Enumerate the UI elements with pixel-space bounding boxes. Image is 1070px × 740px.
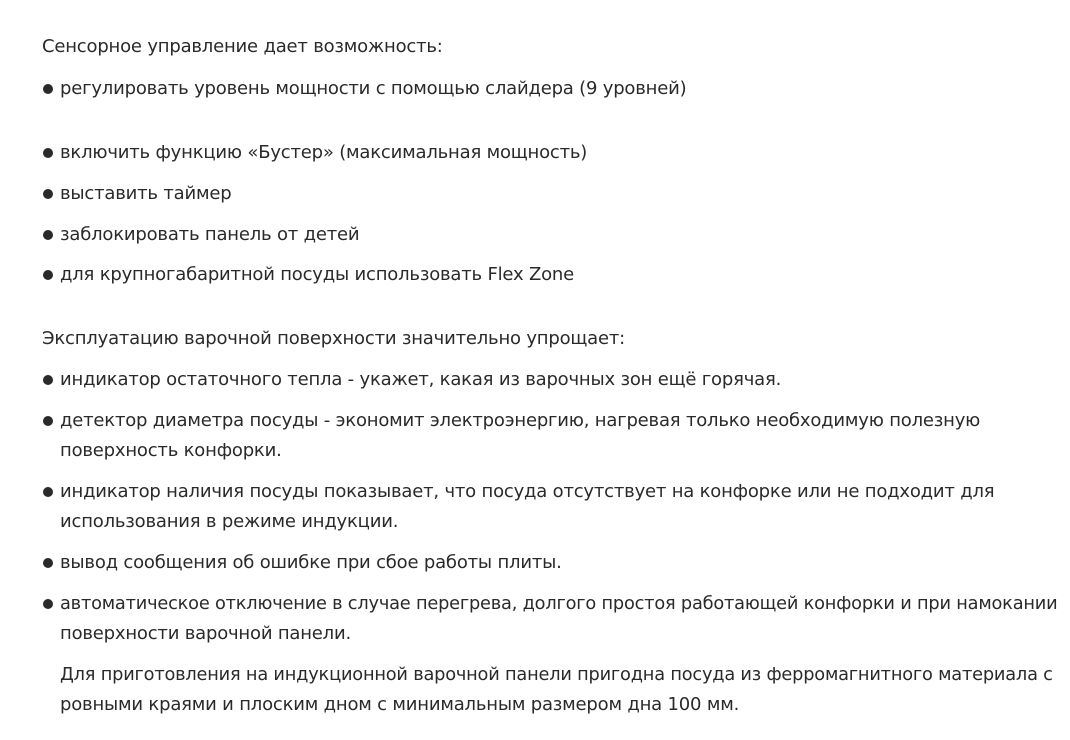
list-item — [42, 260, 574, 290]
list-item — [42, 589, 1057, 649]
cookware-note-line: Для приготовления на индукционной варочной панели пригодна посуда из ферромагнитного материала с — [60, 665, 1053, 685]
list-item — [42, 548, 562, 578]
bullet-icon — [43, 416, 53, 426]
list-item-text-continued: поверхности варочной панели. — [60, 623, 352, 644]
list-item-text: заблокировать панель от детей — [60, 224, 360, 245]
list-item-text: регулировать уровень мощности с помощью слайдера (9 уровней) — [60, 78, 687, 99]
cookware-note-line: ровными краями и плоским дном с минимальным размером дна 100 мм. — [60, 694, 740, 715]
list-item — [42, 406, 980, 466]
list-item — [42, 179, 231, 209]
bullet-icon — [43, 189, 53, 199]
section-heading-operation: Эксплуатацию варочной поверхности значительно упрощает: — [42, 328, 626, 349]
list-item-text: индикатор наличия посуды показывает, что посуда отсутствует на конфорке или не подходит для — [60, 481, 995, 502]
bullet-icon — [43, 84, 53, 94]
list-item — [42, 138, 587, 168]
bullet-icon — [43, 487, 53, 497]
list-item-text: для крупногабаритной посуды использовать Flex Zone — [60, 264, 574, 285]
bullet-icon — [43, 599, 53, 609]
list-item-text: индикатор остаточного тепла - укажет, какая из варочных зон ещё горячая. — [60, 369, 782, 390]
bullet-icon — [43, 148, 53, 158]
list-item-text: выставить таймер — [60, 183, 232, 204]
list-item-text: автоматическое отключение в случае перегрева, долгого простоя работающей конфорки и при намокании — [60, 594, 1058, 614]
list-item — [42, 74, 686, 104]
bullet-icon — [43, 375, 53, 385]
list-item — [42, 220, 359, 250]
list-item-text-continued: поверхность конфорки. — [60, 440, 282, 461]
list-item — [42, 477, 994, 537]
list-item-text: включить функцию «Бустер» (максимальная мощность) — [60, 142, 588, 163]
bullet-icon — [43, 230, 53, 240]
list-item-text: вывод сообщения об ошибке при сбое работы плиты. — [60, 552, 562, 573]
section-heading-touch-control: Сенсорное управление дает возможность: — [42, 36, 443, 57]
bullet-icon — [43, 558, 53, 568]
bullet-icon — [43, 270, 53, 280]
list-item — [42, 365, 781, 395]
list-item-text: детектор диаметра посуды - экономит электроэнергию, нагревая только необходимую полезную — [60, 410, 981, 431]
cookware-note — [60, 660, 1053, 720]
list-item-text-continued: использования в режиме индукции. — [60, 511, 399, 532]
